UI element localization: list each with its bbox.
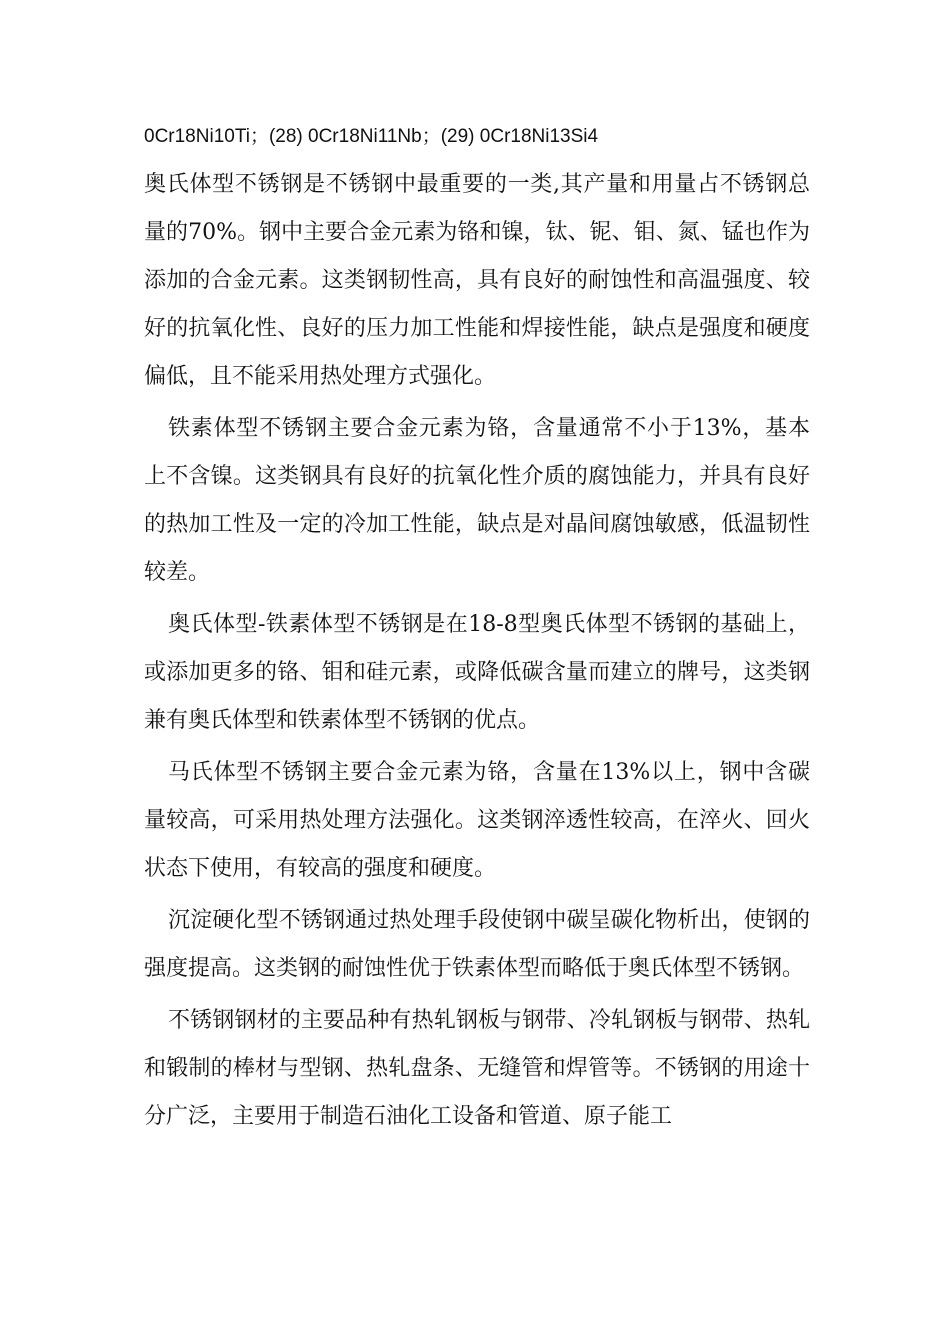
paragraph-precipitation-hardening: 沉淀硬化型不锈钢通过热处理手段使钢中碳呈碳化物析出，使钢的强度提高。这类钢的耐蚀性优于铁素体型而略低于奥氏体型不锈钢。 [144,908,810,981]
paragraph-duplex: 奥氏体型-铁素体型不锈钢是在18-8型奥氏体型不锈钢的基础上，或添加更多的铬、钼和硅元素，或降低碳含量而建立的牌号，这类钢兼有奥氏体型和铁素体型不锈钢的优点。 [144,612,810,733]
paragraph-austenitic: 奥氏体型不锈钢是不锈钢中最重要的一类,其产量和用量占不锈钢总量的70%。钢中主要合金元素为铬和镍，钛、铌、钼、氮、锰也作为添加的合金元素。这类钢韧性高，具有良好的耐蚀性和高温强度、较好的抗氧化性、良好的压力加工性能和焊接性能，缺点是强度和硬度偏低，且不能采用热处理方式强化。 [144,172,810,389]
document-body [144,161,810,1145]
paragraph-ferritic: 铁素体型不锈钢主要合金元素为铬，含量通常不小于13%，基本上不含镍。这类钢具有良好的抗氧化性介质的腐蚀能力，并具有良好的热加工性及一定的冷加工性能，缺点是对晶间腐蚀敏感，低温韧性较差。 [144,416,810,585]
paragraph-martensitic: 马氏体型不锈钢主要合金元素为铬，含量在13%以上，钢中含碳量较高，可采用热处理方法强化。这类钢淬透性较高，在淬火、回火状态下使用，有较高的强度和硬度。 [144,760,810,881]
paragraph-products-and-uses: 不锈钢钢材的主要品种有热轧钢板与钢带、冷轧钢板与钢带、热轧和锻制的棒材与型钢、热轧盘条、无缝管和焊管等。不锈钢的用途十分广泛，主要用于制造石油化工设备和管道、原子能工 [144,1008,810,1129]
steel-grade-list-line: 0Cr18Ni10Ti；(28) 0Cr18Ni11Nb；(29) 0Cr18Ni13Si4 [144,126,599,147]
